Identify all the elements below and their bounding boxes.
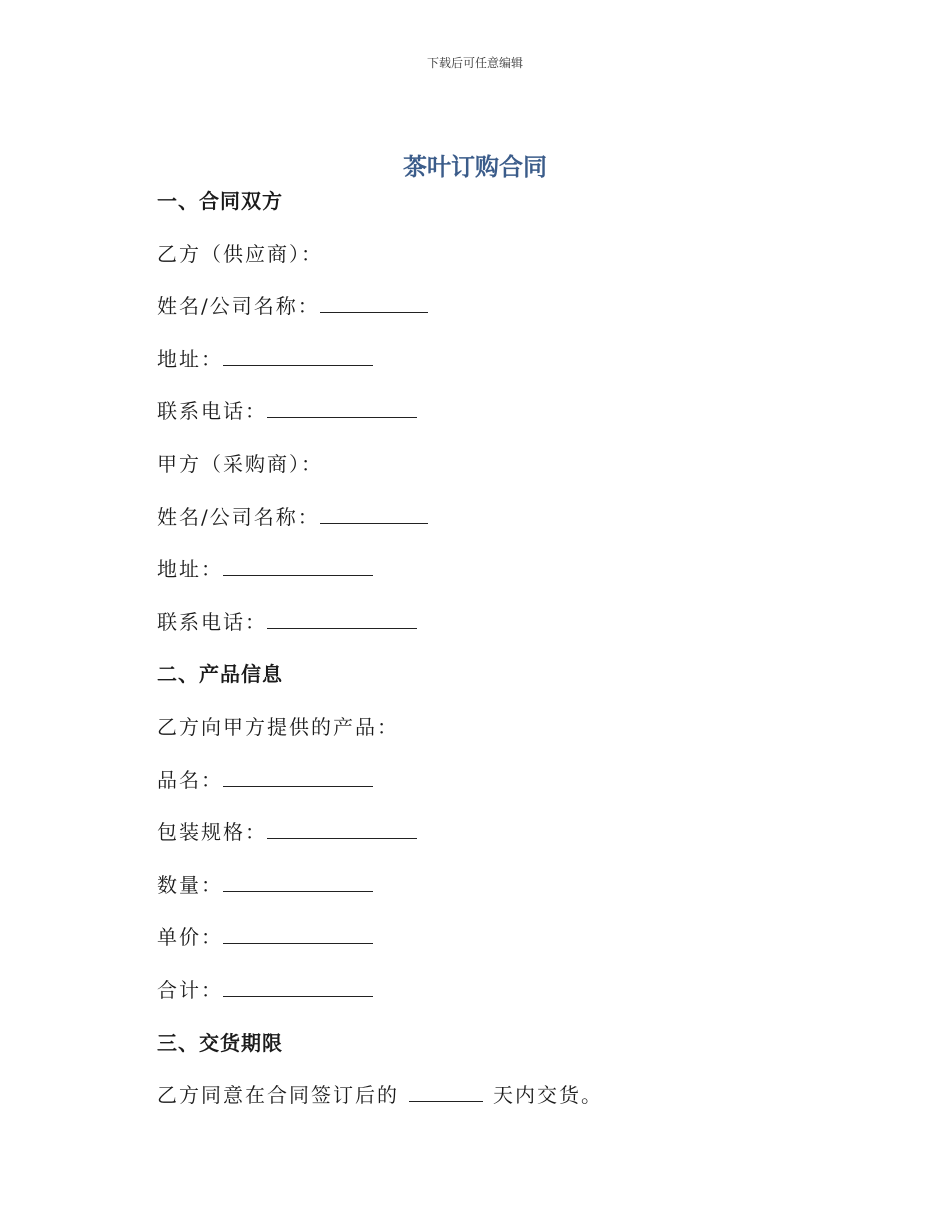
- unit-price-label: 单价：: [157, 925, 223, 950]
- unit-price-field[interactable]: [223, 925, 373, 944]
- party-b-address-label: 地址：: [157, 346, 223, 371]
- party-a-label: 甲方（采购商）：: [157, 451, 323, 476]
- section-heading-parties: 一、合同双方: [157, 189, 283, 213]
- delivery-days-field[interactable]: [409, 1083, 483, 1102]
- party-b-address-line: [157, 345, 797, 398]
- total-line: [157, 976, 797, 1029]
- packaging-label: 包装规格：: [157, 820, 267, 845]
- quantity-line: [157, 871, 797, 924]
- party-b-label: 乙方（供应商）：: [157, 241, 323, 266]
- party-a-name-field[interactable]: [320, 505, 428, 524]
- quantity-field[interactable]: [223, 873, 373, 892]
- delivery-text-before: 乙方同意在合同签订后的: [157, 1083, 399, 1108]
- party-a-name-label: 姓名/公司名称：: [157, 504, 320, 529]
- total-field[interactable]: [223, 978, 373, 997]
- quantity-label: 数量：: [157, 872, 223, 897]
- party-b-phone-line: [157, 397, 797, 450]
- party-b-address-field[interactable]: [223, 347, 373, 366]
- party-b-phone-label: 联系电话：: [157, 399, 267, 424]
- party-b-phone-field[interactable]: [267, 399, 417, 418]
- unit-price-line: [157, 923, 797, 976]
- document-title: 茶叶订购合同: [403, 153, 547, 181]
- party-a-address-line: [157, 555, 797, 608]
- party-a-address-field[interactable]: [223, 557, 373, 576]
- document-body: [157, 187, 797, 1134]
- party-a-phone-field[interactable]: [267, 610, 417, 629]
- product-name-label: 品名：: [157, 767, 223, 792]
- party-b-name-field[interactable]: [320, 294, 428, 313]
- party-b-name-line: [157, 292, 797, 345]
- total-label: 合计：: [157, 977, 223, 1002]
- product-intro: 乙方向甲方提供的产品：: [157, 714, 399, 739]
- delivery-line: [157, 1081, 797, 1134]
- page-header-note: 下载后可任意编辑: [426, 56, 523, 70]
- party-b-name-label: 姓名/公司名称：: [157, 294, 320, 319]
- packaging-line: [157, 818, 797, 871]
- product-name-line: [157, 766, 797, 819]
- party-a-name-line: [157, 503, 797, 556]
- section-heading-delivery: 三、交货期限: [157, 1030, 283, 1055]
- party-a-phone-label: 联系电话：: [157, 609, 267, 634]
- party-a-address-label: 地址：: [157, 557, 223, 582]
- delivery-text-after: 天内交货。: [493, 1083, 603, 1108]
- section-heading-product: 二、产品信息: [157, 662, 283, 687]
- product-name-field[interactable]: [223, 768, 373, 787]
- party-a-phone-line: [157, 608, 797, 661]
- packaging-field[interactable]: [267, 820, 417, 839]
